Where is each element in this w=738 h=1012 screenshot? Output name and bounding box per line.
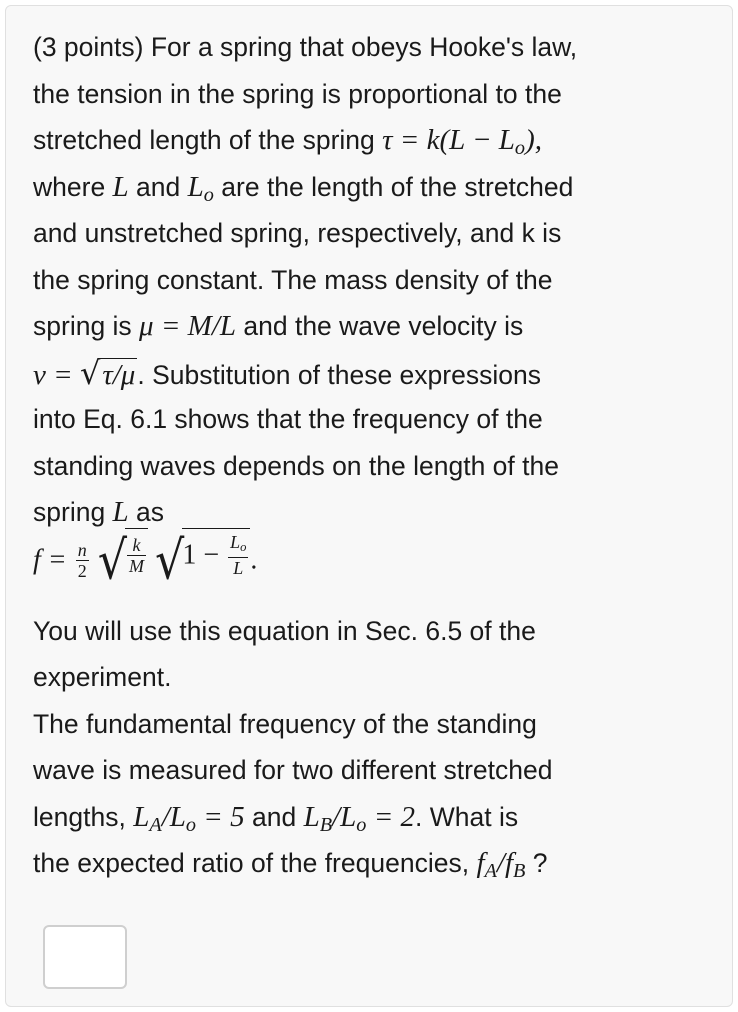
line-6: the spring constant. The mass density of the	[33, 264, 553, 295]
line-3	[33, 117, 713, 164]
line-15: wave is measured for two different stretched	[33, 755, 553, 785]
line-1	[33, 24, 713, 71]
answer-input[interactable]	[43, 925, 127, 989]
line-14: The fundamental frequency of the standing	[33, 708, 537, 739]
frequency-ratio: $f_A/f_B$	[476, 847, 526, 883]
line-17: the expected ratio of the frequencies, $f_A/f_B$ ?	[33, 847, 548, 883]
line-13: experiment.	[33, 662, 172, 692]
text: (3 points) For a spring that obeys Hooke's law,	[33, 32, 578, 62]
density-equation: μ = M/L	[139, 310, 237, 342]
fraction-n-over-2: $\frac{n}{2}$	[77, 539, 87, 581]
line-9: into Eq. 6.1 shows that the frequency of the	[33, 404, 543, 434]
line-4: where L and $L_o$ are the length of the stretched	[33, 170, 574, 206]
question-card	[5, 5, 733, 1007]
velocity-sqrt: √τ/μ	[79, 353, 136, 392]
line-10: standing waves depends on the length of the	[33, 450, 559, 481]
question-text	[33, 24, 713, 887]
text: the tension in the spring is proportional to the	[33, 78, 562, 109]
line-11: spring L as	[33, 496, 165, 528]
line-8: v = √τ/μ. Substitution of these expressions	[33, 350, 713, 397]
frequency-formula: f = $\frac{n}{2}$ √ $\frac{k}{M}$ √1 − $\frac{L_o}{L}$ .	[33, 529, 258, 592]
ratio-B: $L_B/L_o = 2$	[303, 800, 416, 836]
ratio-A: $L_A/L_o = 5$	[133, 800, 245, 836]
fraction-Lo-over-L: $\frac{L_o}{L}$	[230, 532, 247, 579]
text: stretched length of the spring	[33, 125, 383, 155]
fraction-k-over-M: $\frac{k}{M}$	[129, 535, 144, 577]
line-7: spring is μ = M/L and the wave velocity is	[33, 310, 524, 342]
tension-equation: $\tau = k(L - L_o)$,	[382, 124, 542, 160]
line-2	[33, 71, 713, 118]
line-12: You will use this equation in Sec. 6.5 of the	[33, 615, 536, 646]
line-16: lengths, $L_A/L_o = 5$ and $L_B/L_o = 2$. What is	[33, 800, 519, 836]
line-5: and unstretched spring, respectively, and k is	[33, 218, 562, 248]
